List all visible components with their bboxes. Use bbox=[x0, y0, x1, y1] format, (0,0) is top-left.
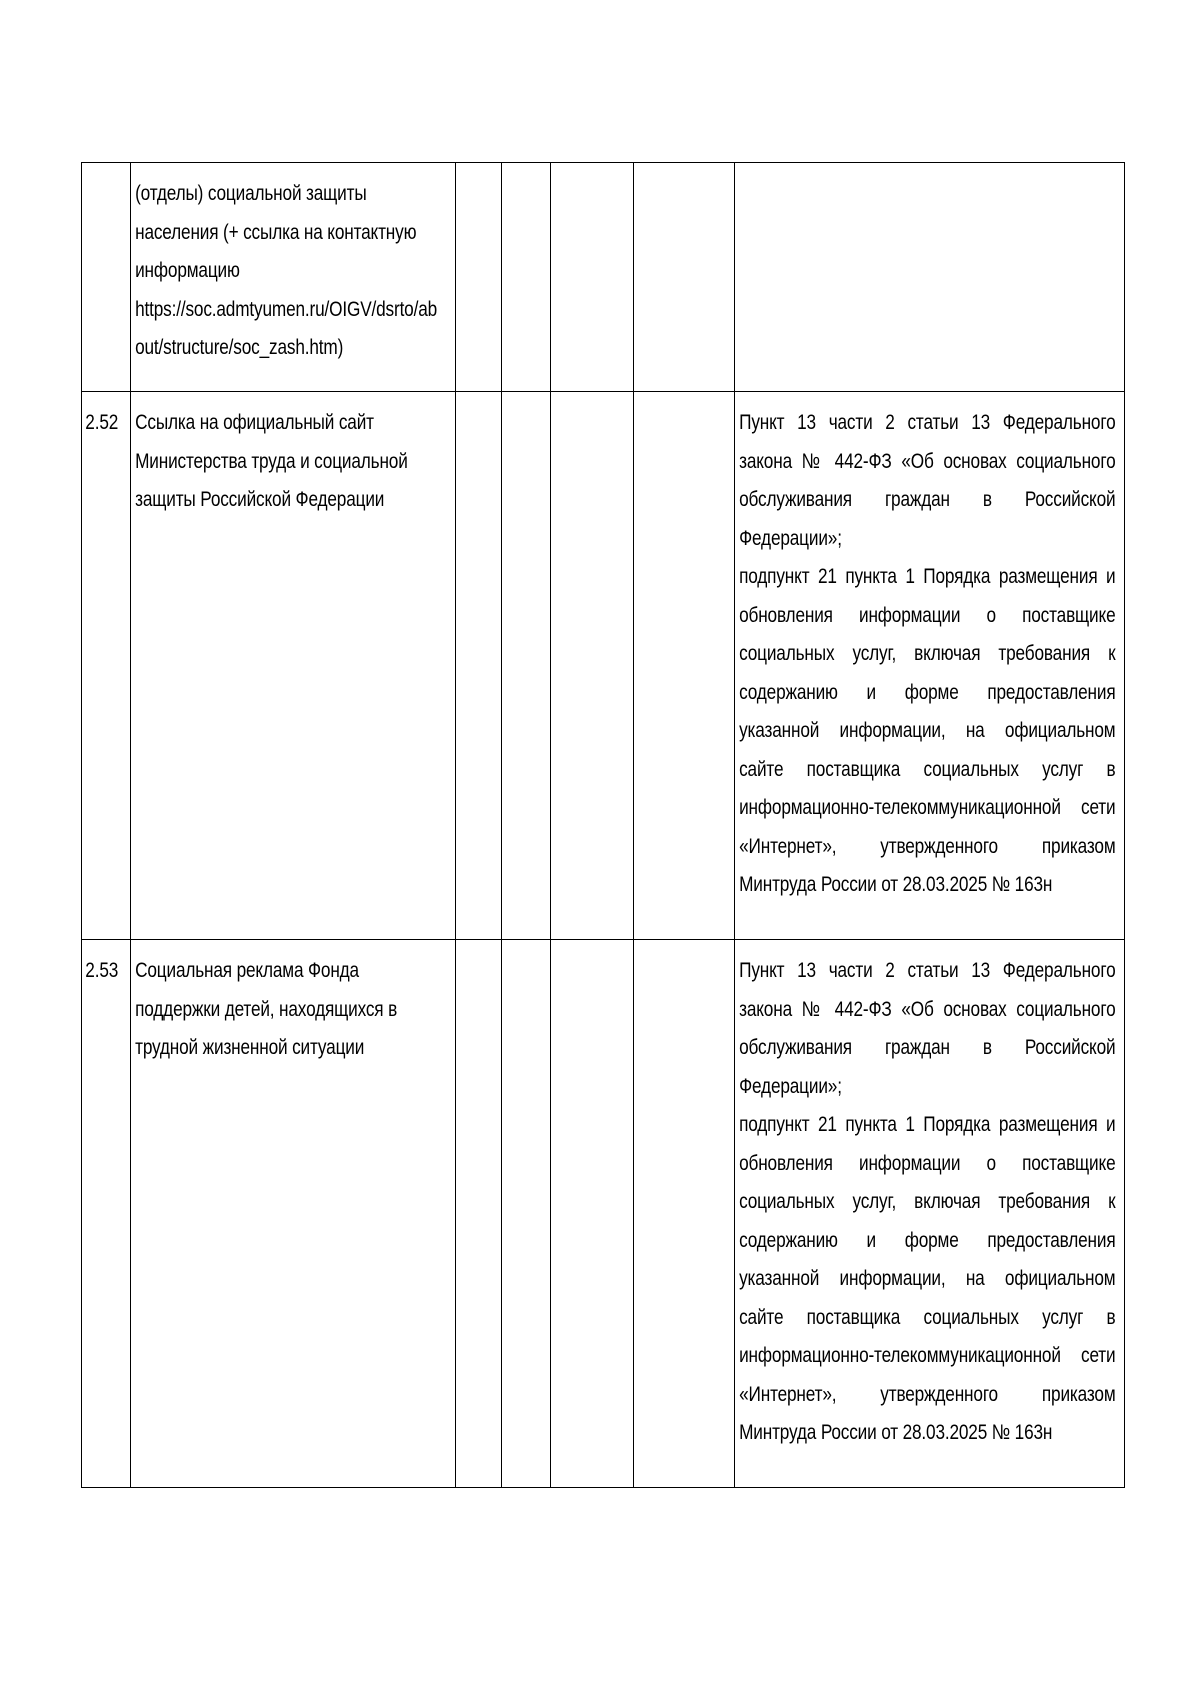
legal-basis-cell bbox=[735, 163, 1125, 392]
table-row bbox=[82, 392, 1125, 940]
row-number-cell bbox=[82, 392, 131, 940]
row-number-cell bbox=[82, 163, 131, 392]
empty-cell bbox=[456, 940, 502, 1488]
empty-cell bbox=[634, 940, 735, 1488]
empty-cell bbox=[502, 392, 551, 940]
legal-basis-cell bbox=[735, 940, 1125, 1488]
empty-cell bbox=[456, 163, 502, 392]
item-name-cell bbox=[131, 163, 456, 392]
empty-cell bbox=[502, 163, 551, 392]
legal-basis-paragraph: подпункт 21 пункта 1 Порядка размещения и обновления информации о поставщике социальных услуг, включая требования к содержанию и форме предоставления указанной информации, на официальном сайте поставщика социальных услуг в информационно-телекоммуникационной сети «Интернет», утвержденного приказом Минтруда России от 28.03.2025 № 163н bbox=[739, 565, 1116, 896]
item-name-link-line: out/structure/soc_zash.htm) bbox=[135, 336, 344, 359]
row-number: 2.52 bbox=[85, 411, 119, 434]
row-number-cell bbox=[82, 940, 131, 1488]
legal-basis-paragraph: подпункт 21 пункта 1 Порядка размещения и обновления информации о поставщике социальных услуг, включая требования к содержанию и форме предоставления указанной информации, на официальном сайте поставщика социальных услуг в информационно-телекоммуникационной сети «Интернет», утвержденного приказом Минтруда России от 28.03.2025 № 163н bbox=[739, 1113, 1116, 1444]
item-name-line: информацию bbox=[135, 259, 240, 282]
legal-basis-paragraph: Пункт 13 части 2 статьи 13 Федерального закона № 442-ФЗ «Об основах социального обслуживания граждан в Российской Федерации»; bbox=[739, 411, 1116, 550]
table-row bbox=[82, 940, 1125, 1488]
table-row bbox=[82, 163, 1125, 392]
empty-cell bbox=[634, 392, 735, 940]
item-name-link-line: https://soc.admtyumen.ru/OIGV/dsrto/ab bbox=[135, 297, 438, 321]
empty-cell bbox=[502, 940, 551, 1488]
requirements-table bbox=[81, 162, 1125, 1488]
item-name-line: Ссылка на официальный сайт bbox=[135, 411, 374, 434]
item-name-line: Министерства труда и социальной bbox=[135, 449, 408, 473]
empty-cell bbox=[456, 392, 502, 940]
item-name-line: (отделы) социальной защиты bbox=[135, 182, 367, 205]
legal-basis-cell bbox=[735, 392, 1125, 940]
empty-cell bbox=[551, 940, 634, 1488]
row-number: 2.53 bbox=[85, 959, 119, 982]
item-name-line: трудной жизненной ситуации bbox=[135, 1036, 365, 1059]
empty-cell bbox=[634, 163, 735, 392]
item-name-cell bbox=[131, 940, 456, 1488]
empty-cell bbox=[551, 163, 634, 392]
item-name-line: защиты Российской Федерации bbox=[135, 488, 385, 511]
item-name-line: Социальная реклама Фонда bbox=[135, 959, 359, 982]
row-number bbox=[82, 163, 121, 175]
legal-basis-paragraph: Пункт 13 части 2 статьи 13 Федерального закона № 442-ФЗ «Об основах социального обслуживания граждан в Российской Федерации»; bbox=[739, 959, 1116, 1098]
item-name-line: поддержки детей, находящихся в bbox=[135, 997, 398, 1021]
item-name-line: населения (+ ссылка на контактную bbox=[135, 220, 417, 244]
item-name-cell bbox=[131, 392, 456, 940]
empty-cell bbox=[551, 392, 634, 940]
